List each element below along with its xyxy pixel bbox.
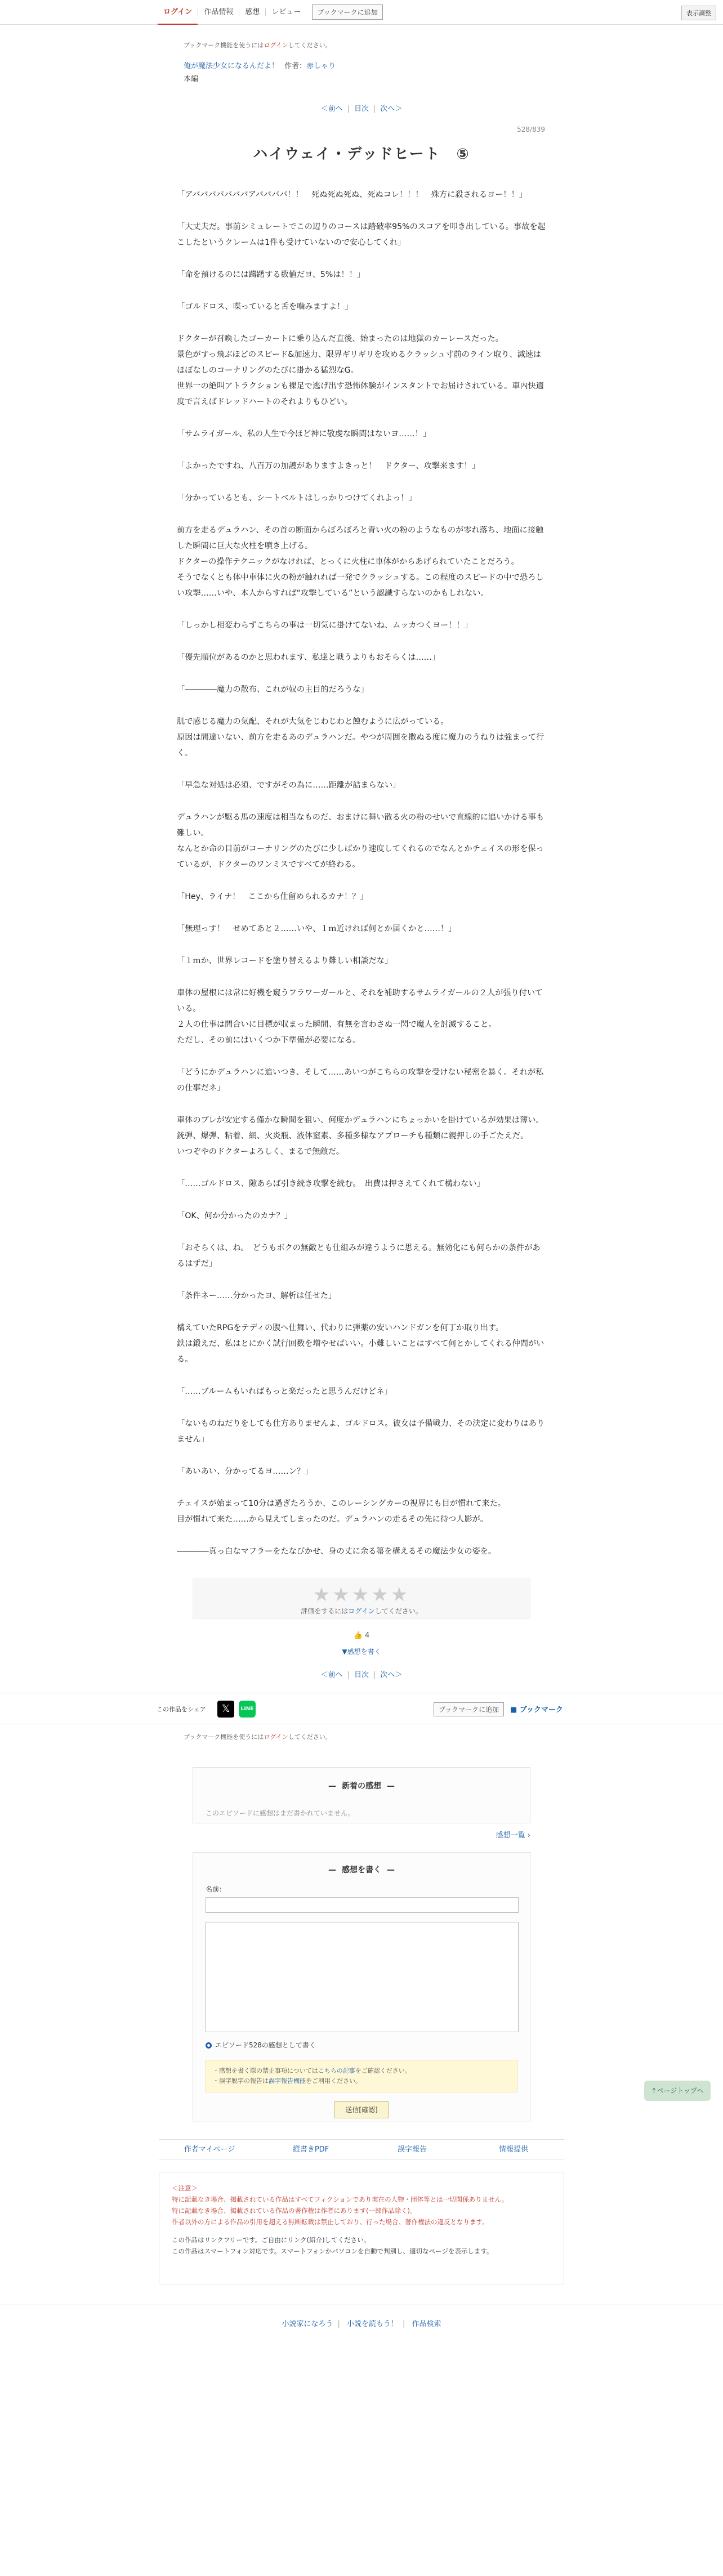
share-bar [0,1693,723,1724]
write-review-link[interactable]: ▼感想を書く [342,1648,381,1656]
main-content [176,41,547,1679]
episode-review-option-label: エピソード528の感想として書く [215,2041,316,2049]
body-paragraph: 「よかったですね、八百万の加護がありますよきっと！ ドクター、攻撃来ます！」 [177,462,480,471]
note2-link[interactable]: 誤字報告機能 [269,2077,306,2085]
name-input[interactable] [206,1897,519,1913]
body-paragraph: 車体のブレが安定する僅かな瞬間を狙い、何度かデュラハンにちょっかいを掛けているが効果は薄い。 銃弾、爆弾、粘着、網、火炎瓶、液体窒素、多種多様なアプローチも種類に親押しの手ごたえだ。 いつぞやのドクターよろしく、まるで無敵だ。 [177,1116,544,1156]
notice2-suffix: してください。 [288,1733,332,1741]
body-paragraph: 前方を走るデュラハン、その首の断面からぼろぼろと青い火の粉のようなものが零れ落ち、地面に接触した瞬間に巨大な火柱を噴き上げる。 ドクターの操作テクニックがなければ、とっくに火柱に車体がからあげられていたことだろう。 そうでなくとも体中車体に火の粉が触れれば一発でクラッシュする。この程度のスピードの中で恐ろしい攻撃……いや、本人からすれば“攻撃している”という認識すらないのかもしれない。 [177,526,544,598]
body-paragraph: 肌で感じる魔力の気配、それが大気をじわじわと蝕むように広がっている。 原因は間違いない、前方を走るあのデュラハンだ。やつが周囲を撒ぬる度に魔力のうねりは強まって行く。 [177,717,545,758]
no-reviews-text: このエピソードに感想はまだ書かれていません。 [206,1809,355,1817]
body-paragraph: 車体の屋根には常に好機を窺うフラワーガールと、それを補助するサムライガールの２人が張り付いている。 ２人の仕事は間合いに目標が収まった瞬間、有無を言わさぬ一閃で魔人を討滅すること。 ただし、その前にはいくつか下準備が必要になる。 [177,989,543,1045]
notice-login-link[interactable]: ログイン [264,42,288,49]
body-paragraph: ドクターが召喚したゴーカートに乗り込んだ直後、始まったのは地獄のカーレースだった。 景色がすっ飛ぶほどのスピード&加速力、限界ギリギリを攻めるクラッシュ寸前のライン取り、減速はほぼなしのコーナリングのたびに掛かる猛烈なG。 世界一の絶叫アトラクションも裸足で逃げ出す恐怖体験がインスタントでお届けされている。車内快適度で言えばドレッドハートのそれよりもひどい。 [177,334,544,406]
top-navigation-bar [0,0,723,25]
radio-selected-icon[interactable] [206,2042,212,2049]
episode-pager-top: ＜前へ | 目次 | 次へ＞ [320,105,403,113]
notice-suffix: してください。 [288,42,332,49]
typo-report-link[interactable]: 誤字報告 [397,2145,427,2154]
body-paragraph: 「優先順位があるのかと思われます、私達と戦うよりもおそらくは……」 [177,653,440,662]
caution-line-3: 作者以外の方による作品の引用を超える無断転載は禁止しており、行った場合、著作権法の違反となります。 [172,2218,489,2226]
thumbs-up-icon: 👍 [353,1631,363,1640]
caution-line-4: この作品はリンクフリーです。ご自由にリンク(紹介)してください。 [172,2236,371,2244]
author-link[interactable]: 赤しゃり [306,62,336,70]
episode-pager-bottom: ＜前へ | 目次 | 次へ＞ [320,1671,403,1679]
body-paragraph: ――――真っ白なマフラーをたなびかせ、身の丈に余る箒を構えるその魔法少女の姿を。 [177,1547,497,1556]
body-paragraph: 「――――魔力の散布、これが奴の主目的だろうな」 [177,685,369,694]
body-paragraph: 「早急な対処は必須、ですがその為に……距離が詰まらない」 [177,781,401,790]
review-textarea[interactable] [206,1922,519,2032]
note1-prefix: ・感想を書く際の禁止事項については [213,2067,318,2074]
toc-link-bottom[interactable]: 目次 [354,1671,369,1679]
work-header [176,60,547,70]
submit-review-button[interactable]: 送信[確認] [334,2101,389,2118]
rating-login-note [193,1606,530,1616]
review-note-2 [213,2076,510,2086]
new-reviews-panel [193,1767,530,1823]
line-share-icon[interactable]: LINE [239,1701,256,1718]
review-tab[interactable]: レビュー [265,8,306,16]
display-settings-button[interactable]: 表示調整 [681,6,716,20]
rating-note-suffix: してください。 [374,1607,422,1615]
bookmark-add-button[interactable]: ブックマークに追加 [312,5,382,20]
body-paragraph: 「おそらくは、ね。 どうもボクの無敵とも仕組みが違うように思える。無効化にも何らかの条件があるはずだ」 [177,1244,541,1268]
body-paragraph: 「大丈夫だ。事前シミュレートでこの辺りのコースは踏破率95%のスコアを叩き出している。事故を起こしたというクレームは1件も受けていないので安心してくれ」 [177,222,546,247]
write-review-panel [193,1852,530,2122]
body-paragraph: 構えていたRPGをテディの腹へ仕舞い、代わりに弾薬の安いハンドガンを何丁か取り出す。 鉄は鍛えだ、私はとにかく試行回数を増やせばいい。小難しいことはすべて何とかしてくれる仲間がいる。 [177,1323,545,1364]
bookmark-label: ブックマーク [519,1706,563,1714]
note2-suffix: をご利用ください。 [306,2077,362,2085]
bookmark-button[interactable]: ■ ブックマーク [510,1706,563,1714]
review-list-link[interactable]: 感想一覧 › [496,1831,530,1840]
info-provide-link[interactable]: 情報提供 [498,2145,528,2154]
narou-link[interactable]: 小説家になろう [282,2320,333,2328]
bookmark-login-notice [176,41,547,50]
work-title-link[interactable]: 俺が魔法少女になるんだよ！ [184,62,279,70]
bookmark-add-button-bottom[interactable]: ブックマークに追加 [434,1702,504,1716]
body-paragraph: 「サムライガール、私の人生で今ほど神に敬虔な瞬間はないヨ……！」 [177,430,431,439]
login-tab[interactable]: ログイン [158,0,198,25]
note1-suffix: をご確認ください。 [355,2067,411,2074]
body-paragraph: 「条件ネー……分かったヨ、解析は任せた」 [177,1291,337,1300]
caution-line-5: この作品はスマートフォン対応です。スマートフォンかパソコンを自動で判別し、適切なページを表示します。 [172,2247,493,2255]
author-label: 作者： [284,62,307,70]
good-button[interactable] [176,1631,547,1640]
notice2-prefix: ブックマーク機能を使うには [184,1733,264,1741]
share-label: この作品をシェア [157,1706,206,1713]
new-reviews-title: — 新着の感想 — [193,1780,530,1791]
episode-count: 528/839 [517,126,545,133]
good-count: 4 [364,1631,370,1640]
body-paragraph: 「分かっているとも、シートベルトはしっかりつけてくれよっ！」 [177,494,417,503]
body-paragraph: 「あいあい、分かってるヨ……ン？」 [177,1467,313,1476]
impressions-tab[interactable]: 感想 [239,8,265,16]
rating-note-prefix: 評価をするには [301,1607,349,1615]
body-paragraph: 「ないものねだりをしても仕方ありませんよ、ゴルドロス。彼女は予備戦力、その決定に変わりはありません」 [177,1419,545,1444]
notice2-login-link[interactable]: ログイン [264,1733,288,1741]
body-paragraph: 「どうにかデュラハンに追いつき、そして……あいつがこちらの攻撃を受けない秘密を暴く。それが私の仕事だネ」 [177,1068,544,1093]
yomou-link[interactable]: 小説を読もう！ [346,2320,398,2328]
episode-review-option[interactable] [206,2040,517,2050]
review-notes [206,2060,517,2092]
body-paragraph: 「命を預けるのには躊躇する数値だヨ、5%は！！」 [177,270,365,279]
author-mypage-link[interactable]: 作者マイページ [184,2145,235,2154]
chapter-label: 本編 [184,75,199,83]
caution-head: ＜注意＞ [172,2184,198,2192]
episode-body [176,187,547,1559]
search-link[interactable]: 作品検索 [412,2320,441,2328]
next-link-bottom[interactable]: 次へ＞ [380,1671,403,1679]
body-paragraph: 「しっかし相変わらずこちらの事は一切気に掛けてないね、ムッカつくヨー！！」 [177,621,472,630]
body-paragraph: 「１ｍか、世界レコードを塗り替えるより難しい相談だな」 [177,956,393,965]
footer-links [159,2139,564,2159]
note1-link[interactable]: こちらの記事 [318,2067,355,2074]
bookmark-login-notice-bottom [176,1732,547,1741]
prev-link-bottom[interactable]: ＜前へ [320,1671,343,1679]
body-paragraph: 「OK、何か分かったのカナ？」 [177,1211,292,1220]
toc-link[interactable]: 目次 [354,105,369,113]
note2-prefix: ・誤字脱字の報告は [213,2077,269,2085]
site-links: 小説家になろう | 小説を読もう！ | 作品検索 [0,2305,723,2328]
body-paragraph: 「ゴルドロス、喋っていると舌を噛みますよ！」 [177,302,353,311]
write-review-title: — 感想を書く — [206,1864,517,1875]
body-paragraph: 「Hey、ライナ！ ここから仕留められるカナ！？」 [177,892,368,901]
name-label: 名前： [206,1885,226,1893]
caution-line-2: 特に記載なき場合、掲載されている作品の著作権は作者にあります(一部作品除く)。 [172,2207,417,2215]
body-paragraph: 「アバババババババアババババ！！ 死ぬ死ぬ死ぬ、死ぬコレ！！！ 殊方に殺されるヨー！！」 [177,190,527,199]
episode-title: ハイウェイ・デッドヒート ⑤ [253,146,470,163]
vertical-pdf-link[interactable]: 縦書きPDF [292,2145,329,2154]
rating-stars[interactable]: ★★★★★ [313,1584,410,1606]
review-area [176,1732,547,2122]
caution-box [159,2172,564,2284]
body-paragraph: 「……ゴルドロス、隙あらば引き続き攻撃を続む。 出費は押さえてくれて構わない」 [177,1179,485,1188]
page-top-button[interactable]: ↑ページトップへ [644,2081,711,2101]
x-share-icon[interactable]: 𝕏 [217,1701,234,1718]
next-link[interactable]: 次へ＞ [380,105,403,113]
notice-prefix: ブックマーク機能を使うには [184,42,264,49]
prev-link[interactable]: ＜前へ [320,105,343,113]
body-paragraph: 「無理っす！ せめてあと２……いや、１ｍ近ければ何とか届くかと……！」 [177,924,457,933]
caution-line-1: 特に記載なき場合、掲載されている作品はすべてフィクションであり実在の人物・団体等とは一切関係ありません。 [172,2195,508,2203]
body-paragraph: デュラハンが駆る馬の速度は相当なものだ、おまけに舞い散る火の粉のせいで直線的に追いかける事も難しい。 なんとか命の目前がコーナリングのたびに少しばかり速度してくれるのでなんとかチェイスの形を保っているが、ドクターのワンミスですべてが終わる。 [177,813,545,869]
review-note-1 [213,2066,510,2076]
work-info-tab[interactable]: 作品情報 [198,8,239,16]
body-paragraph: 「……ブルームもいればもっと楽だったと思うんだけどネ」 [177,1387,392,1396]
rating-login-link[interactable]: ログイン [348,1607,375,1615]
rating-box [193,1578,530,1619]
body-paragraph: チェイスが始まって10分は過ぎたろうか、このレーシングカーの視界にも目が慣れて来た。 目が慣れて来た……から見えてしまったのだ。デュラハンの走るその先に待つ人影が。 [177,1499,506,1524]
